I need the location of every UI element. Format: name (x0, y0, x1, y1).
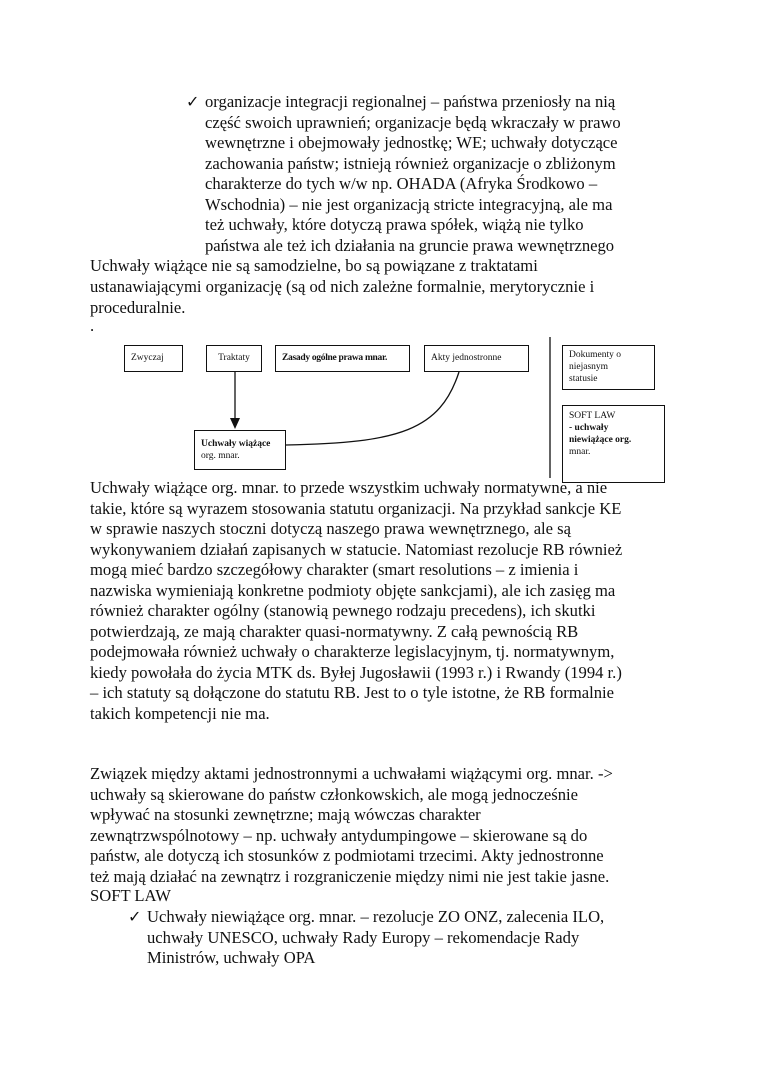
box-line: Uchwały wiążące (201, 439, 271, 449)
text-line: państwa ale też ich działania na gruncie prawa wewnętrznego (205, 235, 615, 255)
box-zwyczaj: Zwyczaj (124, 345, 183, 372)
box-soft-law (562, 405, 665, 483)
box-dokumenty (562, 345, 655, 390)
box-akty-jednostronne: Akty jednostronne (424, 345, 529, 372)
text-line: – ich statuty są dołączone do statutu RB. Jest to o tyle istotne, że RB formalnie (90, 683, 614, 702)
text-line: zachowania państw; istnieją również organizacje o zbliżonym (205, 153, 616, 173)
text-line: też uchwały, które dotyczą prawa spółek, wiążą nie tylko (205, 215, 584, 234)
box-traktaty: Traktaty (206, 345, 262, 372)
text-line: kiedy powołała do życia MTK ds. Byłej Jugosławii (1993 r.) i Rwandy (1994 r.) (90, 662, 622, 682)
arrowhead-icon (230, 418, 240, 429)
text-line: też mają działać na zewnątrz i rozgraniczenie między nimi nie jest takie jasne. (90, 866, 610, 886)
box-line: SOFT LAW (569, 411, 616, 421)
box-uchwaly-wiazace (194, 430, 286, 470)
text-line: wpływać na stosunki zewnętrzne; mają wówczas charakter (90, 805, 481, 824)
text-line: mogą mieć bardzo szczegółowy charakter (smart resolutions – z imienia i (90, 560, 579, 579)
text-line: Uchwały niewiążące org. mnar. – rezolucje ZO ONZ, zalecenia ILO, (147, 907, 605, 926)
text-line: Związek między aktami jednostronnymi a uchwałami wiążącymi org. mnar. -> (90, 764, 613, 783)
text-line: zewnątrzwspólnotowy – np. uchwały antydumpingowe – skierowane są do (90, 825, 588, 845)
text-line: organizacje integracji regionalnej – państwa przeniosły na nią (205, 92, 616, 111)
box-line: org. mnar. (201, 451, 240, 461)
stray-dot: . (90, 316, 95, 335)
text-line: Wschodnia) – nie jest organizacją stricte integracyjną, ale ma (205, 194, 613, 214)
text-line: nazwiska wymieniają konkretne podmioty objęte sankcjami), ale ich zasięg ma (90, 580, 616, 600)
box-line: - uchwały (569, 423, 609, 433)
text-line: państw, ale dotyczą ich stosunków z podmiotami trzecimi. Akty jednostronne (90, 846, 604, 865)
box-line: niejasnym (569, 362, 609, 372)
section-heading-soft-law: SOFT LAW (90, 886, 171, 905)
text-line: wykonywaniem działań zapisanych w statucie. Natomiast rezolucje RB również (90, 539, 623, 559)
text-line: wewnętrzne i obejmowały jednostkę; WE; uchwały dotyczące (205, 133, 618, 152)
checkmark-icon: ✓ (128, 907, 142, 926)
text-line: Uchwały wiążące nie są samodzielne, bo są powiązane z traktatami (90, 256, 538, 275)
curve-akty-to-uchwaly (286, 372, 459, 445)
text-line: uchwały UNESCO, uchwały Rady Europy – rekomendacje Rady (147, 927, 580, 947)
box-line: statusie (569, 374, 598, 384)
text-line: również charakter ogólny (stanowią pewnego rodzaju precedens), ich skutki (90, 601, 596, 620)
text-line: takie, które są wyrazem stosowania statutu organizacji. Na przykład sankcje KE (90, 498, 622, 518)
text-line: ustanawiającymi organizację (są od nich zależne formalnie, merytorycznie i (90, 277, 595, 296)
text-line: charakterze do tych w/w np. OHADA (Afryka Środkowo – (205, 174, 598, 193)
text-line: uchwały są skierowane do państw członkowskich, ale mogą jednocześnie (90, 784, 578, 804)
box-line: niewiążące org. (569, 435, 632, 445)
text-line: Ministrów, uchwały OPA (147, 948, 316, 967)
text-line: takich kompetencji nie ma. (90, 703, 270, 723)
text-line: podejmowała również uchwały o charakterze legislacyjnym, tj. normatywnym, (90, 642, 615, 661)
text-line: potwierdzają, ze mają charakter quasi-normatywny. Z całą pewnością RB (90, 621, 579, 641)
text-line: w sprawie naszych stoczni dotyczą naszego prawa wewnętrznego, ale są (90, 519, 572, 538)
checkmark-icon: ✓ (186, 92, 200, 111)
box-line: mnar. (569, 447, 591, 457)
box-line: Dokumenty o (569, 350, 621, 360)
box-zasady-ogolne: Zasady ogólne prawa mnar. (275, 345, 410, 372)
text-line: część swoich uprawnień; organizacje będą wkraczały w prawo (205, 112, 621, 132)
text-line: proceduralnie. (90, 298, 186, 317)
text-line: Uchwały wiążące org. mnar. to przede wszystkim uchwały normatywne, a nie (90, 478, 608, 497)
